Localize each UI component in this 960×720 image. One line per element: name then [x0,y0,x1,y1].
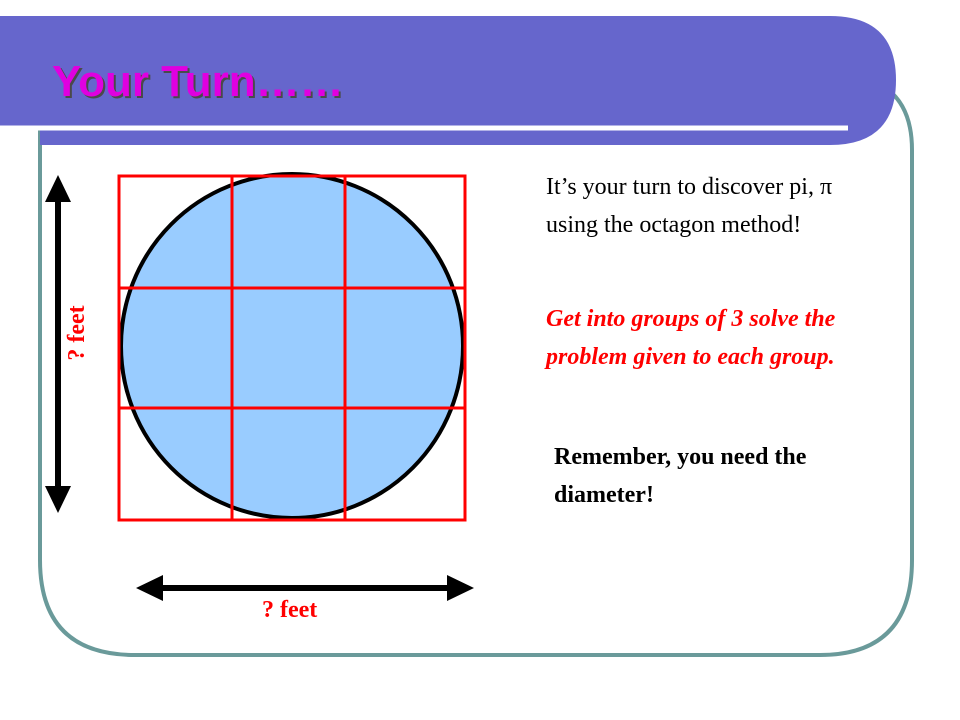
intro-text: It’s your turn to discover pi, π using the octagon method! [546,174,833,238]
circle-shape [121,174,463,518]
instruction-text: Get into groups of 3 solve the problem given to each group. [546,306,836,370]
dimension-left-text: ? feet [64,305,90,361]
slide-title: Your Turn…… [52,57,344,106]
reminder-text: Remember, you need the diameter! [554,444,807,508]
dimension-bottom-label: ? feet [262,597,318,623]
